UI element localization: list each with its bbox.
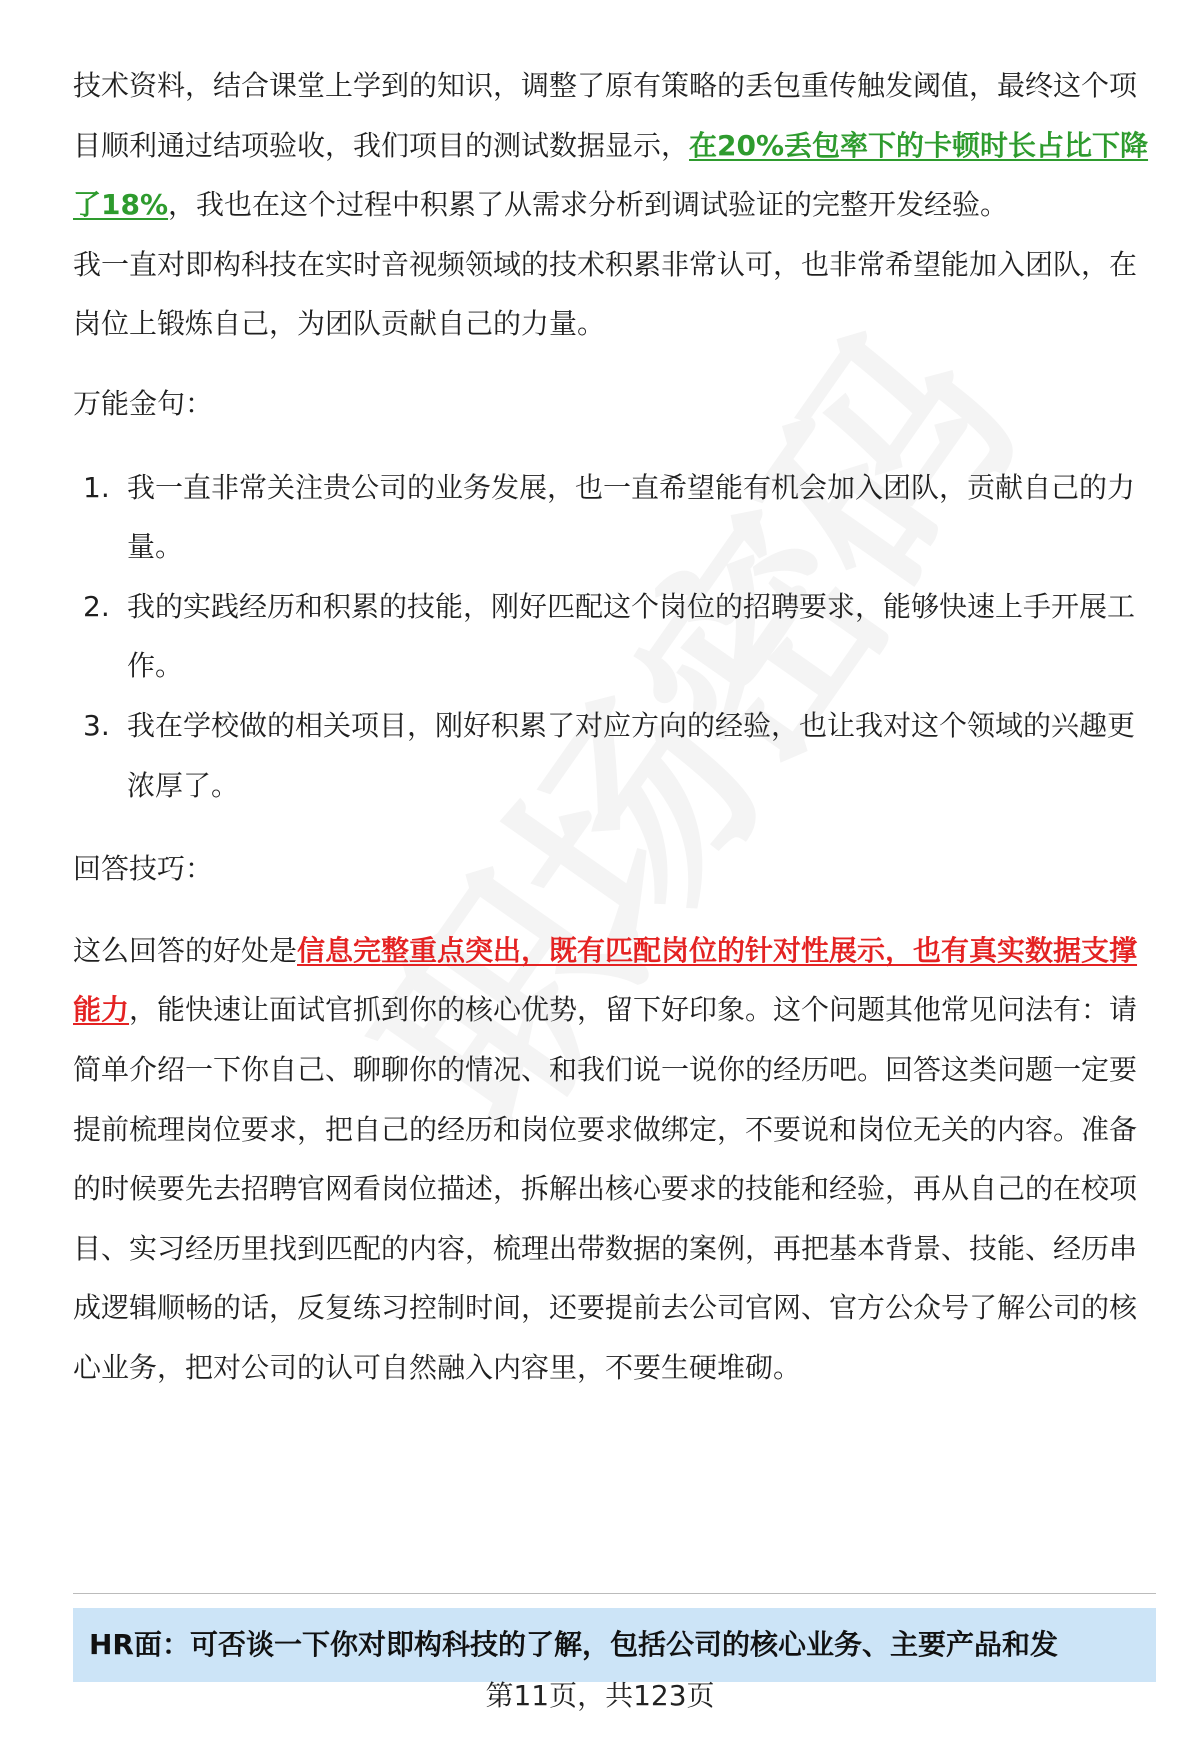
- list-item-number: 3.: [83, 708, 110, 742]
- list-item: [73, 458, 1153, 577]
- list-item-number: 2.: [83, 589, 110, 623]
- answer-tips-label: 回答技巧：: [73, 852, 214, 886]
- section-divider: [73, 1593, 1156, 1594]
- intro-highlight: 在20%丢包率下的卡顿时长占比下降了18%: [73, 128, 1149, 222]
- list-item-text: 我一直非常关注贵公司的业务发展，也一直希望能有机会加入团队，贡献自己的力量。: [127, 470, 1136, 564]
- tips-text-a: 这么回答的好处是: [73, 933, 298, 967]
- list-item-number: 1.: [83, 470, 110, 504]
- page-footer: 第11页，共123页: [485, 1679, 715, 1712]
- list-item: [73, 577, 1153, 696]
- intro-text-a: 技术资料，结合课堂上学到的知识，调整了原有策略的丢包重传触发阈值，最终这个项目顺利通过结项验收，我们项目的测试数据显示，: [73, 69, 1138, 162]
- list-item-text: 我的实践经历和积累的技能，刚好匹配这个岗位的招聘要求，能够快速上手开展工作。: [127, 589, 1136, 683]
- intro-paragraph: [73, 56, 1153, 235]
- tips-highlight: 信息完整重点突出，既有匹配岗位的针对性展示，也有真实数据支撑能力: [73, 933, 1138, 1027]
- golden-sentences-label: 万能金句：: [73, 386, 214, 420]
- intro-text-b: ，我也在这个过程中积累了从需求分析到调试验证的完整开发经验。: [168, 188, 1009, 222]
- document-body: [73, 56, 1153, 1397]
- hr-question-header: HR面：可否谈一下你对即构科技的了解，包括公司的核心业务、主要产品和发: [73, 1608, 1156, 1682]
- tips-text-b: ，能快速让面试官抓到你的核心优势，留下好印象。这个问题其他常见问法有：请简单介绍一下你自己、聊聊你的情况、和我们说一说你的经历吧。回答这类问题一定要提前梳理岗位要求，把自己的经历和岗位要求做绑定，不要说和岗位无关的内容。准备的时候要先去招聘官网看岗位描述，拆解出核心要求的技能和经验，再从自己的在校项目、实习经历里找到匹配的内容，梳理出带数据的案例，再把基本背景、技能、经历串成逻辑顺畅的话，反复练习控制时间，还要提前去公司官网、官方公众号了解公司的核心业务，把对公司的认可自然融入内容里，不要生硬堆砌。: [73, 993, 1138, 1384]
- list-item-text: 我在学校做的相关项目，刚好积累了对应方向的经验，也让我对这个领域的兴趣更浓厚了。: [127, 708, 1136, 802]
- list-item: [73, 696, 1153, 815]
- motivation-paragraph: 我一直对即构科技在实时音视频领域的技术积累非常认可，也非常希望能加入团队，在岗位上锻炼自己，为团队贡献自己的力量。: [73, 247, 1138, 341]
- tips-paragraph: [73, 921, 1153, 1398]
- golden-sentences-list: [73, 458, 1153, 816]
